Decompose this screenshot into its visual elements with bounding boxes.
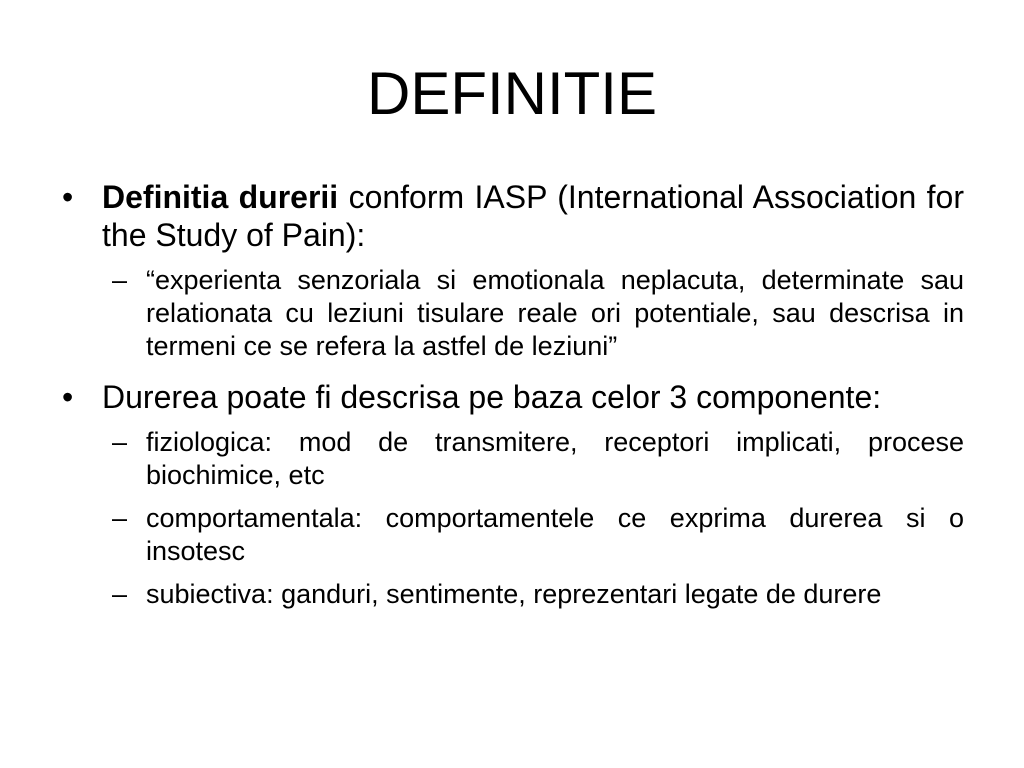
slide-content: [62, 178, 964, 611]
subitem-text: fiziologica: mod de transmitere, receptori implicati, procese biochimice, etc: [146, 427, 964, 490]
sub-marker: –: [112, 265, 128, 295]
subitem-behavioral: [62, 502, 964, 568]
subitem-physiological: [62, 426, 964, 492]
bullet-marker: •: [62, 379, 74, 415]
subitem-subjective: [62, 578, 964, 611]
sub-marker: –: [112, 579, 128, 609]
bullet-item-iasp-definition: [62, 178, 964, 254]
subitem-text: “experienta senzoriala si emotionala neplacuta, determinate sau relationata cu leziuni tisulare reale ori potentiale, sau descrisa in termeni ce se refera la astfel de leziuni”: [146, 265, 964, 361]
subitem-quote: [62, 264, 964, 363]
bullet-bold-text: Definitia durerii: [102, 179, 339, 215]
slide-title: DEFINITIE: [366, 60, 657, 127]
bullet-text: conform IASP (International Association for the Study of Pain):: [102, 179, 964, 253]
bullet-text: Durerea poate fi descrisa pe baza celor 3 componente:: [102, 379, 882, 415]
subitem-text: subiectiva: ganduri, sentimente, reprezentari legate de durere: [146, 579, 882, 609]
sub-marker: –: [112, 503, 128, 533]
sub-marker: –: [112, 427, 128, 457]
subitem-text: comportamentala: comportamentele ce exprima durerea si o insotesc: [146, 503, 964, 566]
bullet-item-components: [62, 378, 964, 416]
bullet-marker: •: [62, 179, 74, 215]
